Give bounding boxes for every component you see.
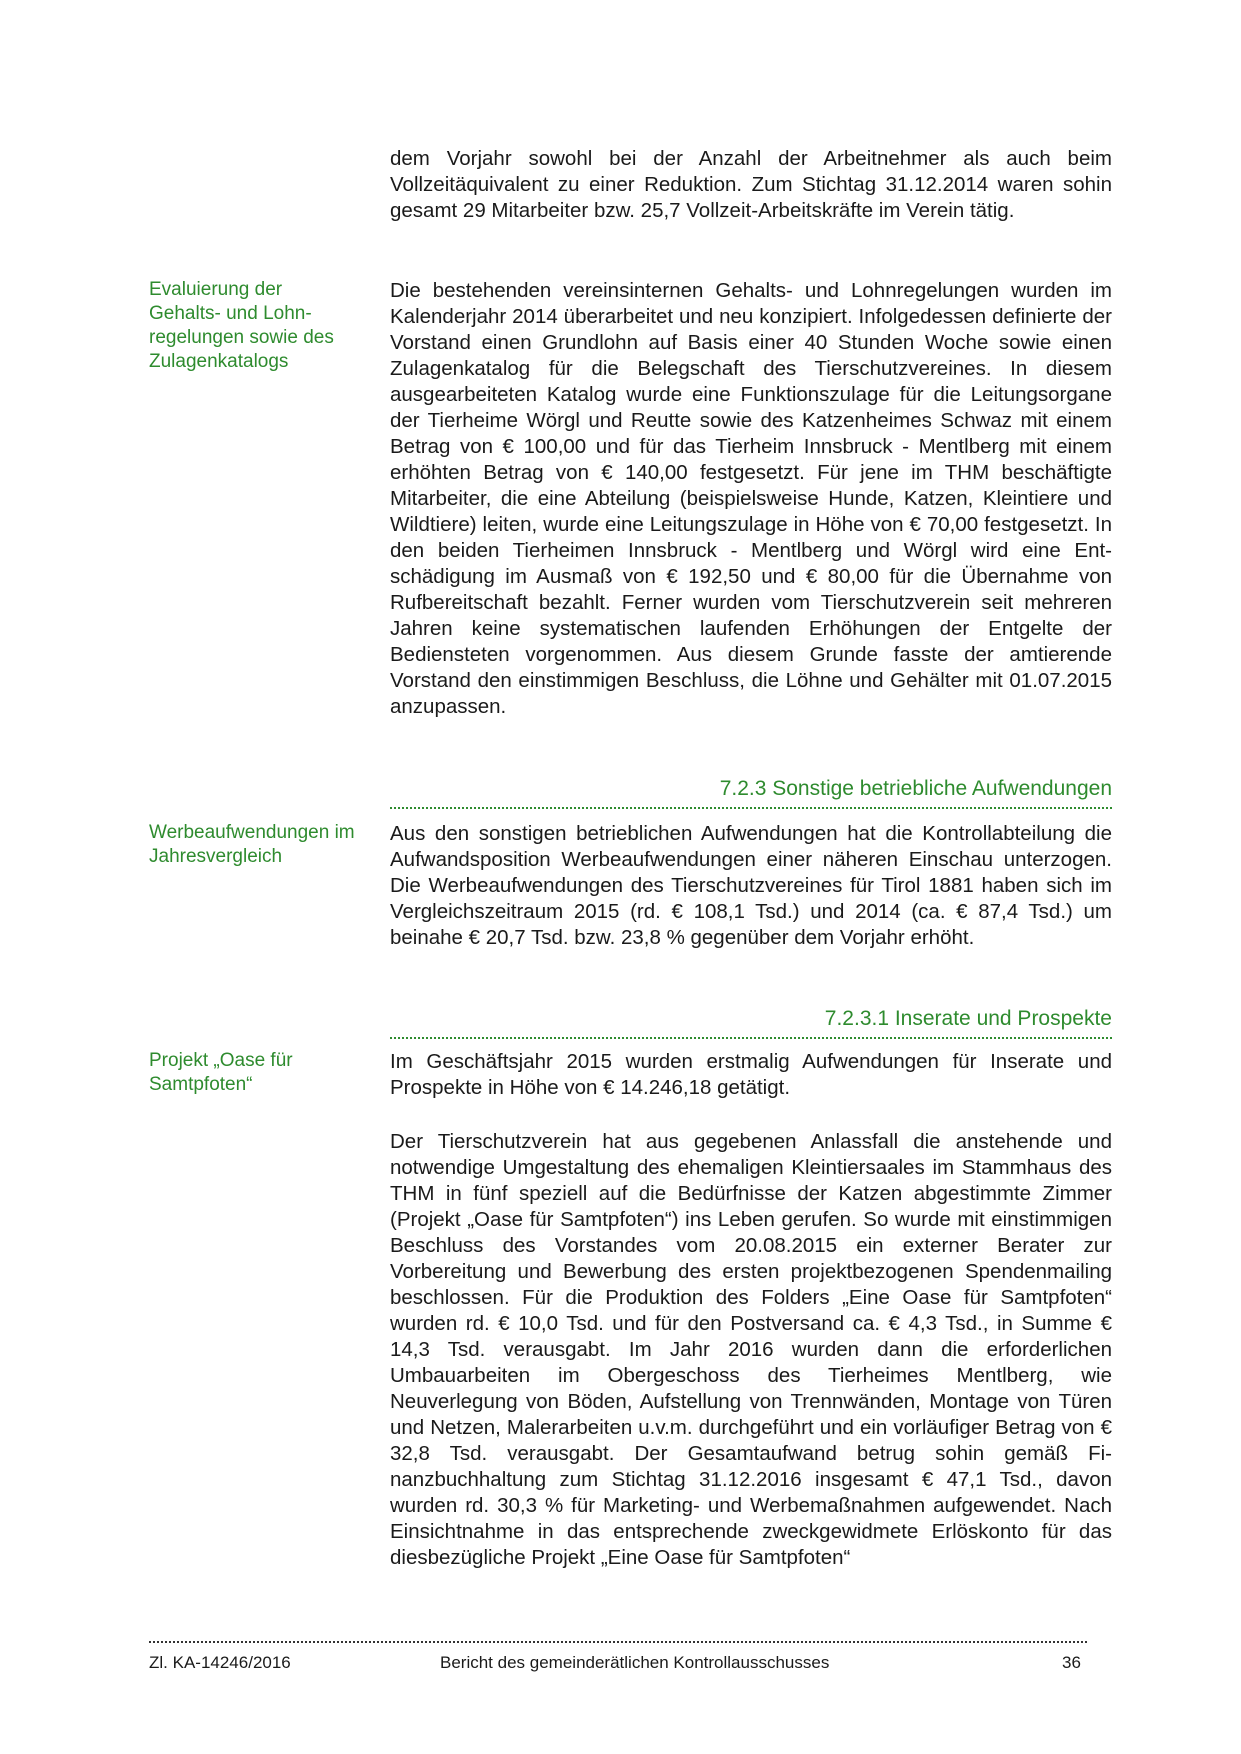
section-heading-7-2-3-1: 7.2.3.1 Inserate und Prospekte [390,1006,1112,1039]
paragraph-inserate: Im Geschäftsjahr 2015 wurden erstmalig Aufwendungen für Inserate und Prospekte in Höhe von € 14.246,18 getätigt. [390,1050,1112,1099]
footer-reference: Zl. KA-14246/2016 [149,1653,291,1672]
paragraph-oase-fuer-samtpfoten: Der Tierschutzverein hat aus gegebenen Anlassfall die anstehende und notwendige Umgestaltung des ehemaligen Kleintiersaales im Stammhaus des THM in fünf speziell auf die Bedürfnisse der Katzen abgestimmte Zimmer (Projekt „Oase für Samtpfoten“) ins Leben gerufen. So wurde mit einstimmigen Beschluss des Vorstandes vom 20.08.2015 ein externer Berater zur Vorbereitung und Bewerbung des ersten projektbezogenen Spendenmailing beschlossen. Für die Produktion des Folders „Eine Oase für Samtpfoten“ wurden rd. € 10,0 Tsd. und für den Postversand ca. € 4,3 Tsd., in Summe € 14,3 Tsd. verausgabt. Im Jahr 2016 wurden dann die erforderlichen Umbauarbeiten im Obergeschoss des Tierheimes Mentlberg, wie Neuverlegung von Böden, Aufstellung von Trennwänden, Montage von Türen und Netzen, Malerarbeiten u.v.m. durchgeführt und ein vorläufiger Betrag von € 32,8 Tsd. verausgabt. Der Gesamtaufwand betrug sohin gemäß Finanzbuchhaltung zum Stichtag 31.12.2016 insgesamt € 47,1 Tsd., davon wurden rd. 30,3 % für Marketing- und Werbemaßnahmen aufgewendet. Nach Einsichtnahme in das entsprechende zweckgewidmete Erlöskonto für das diesbezügliche Projekt „Eine Oase für Samtpfoten“ [390,1130,1112,1569]
margin-note-projekt-oase: Projekt „Oase für Samtpfoten“ [149,1050,293,1095]
paragraph-intro: dem Vorjahr sowohl bei der Anzahl der Arbeitnehmer als auch beim Vollzeitäquivalent zu einer Reduktion. Zum Stichtag 31.12.2014 waren sohin gesamt 29 Mitarbeiter bzw. 25,7 Vollzeit-Arbeitskräfte im Verein tätig. [390,147,1112,222]
footer-report-title: Bericht des gemeinderätlichen Kontrollausschusses [440,1653,830,1672]
margin-note-werbeaufwendungen: Werbeaufwendungen im Jahresvergleich [149,822,355,867]
footer-divider [149,1641,1087,1643]
paragraph-werbeaufwendungen: Aus den sonstigen betrieblichen Aufwendungen hat die Kontrollabteilung die Aufwandsposition Werbeaufwendungen einer näheren Einschau unterzogen. Die Werbeaufwendungen des Tierschutzvereines für Tirol 1881 haben sich im Vergleichszeitraum 2015 (rd. € 108,1 Tsd.) und 2014 (ca. € 87,4 Tsd.) um beinahe € 20,7 Tsd. bzw. 23,8 % gegenüber dem Vorjahr erhöht. [390,822,1112,949]
paragraph-gehaltsregelungen: Die bestehenden vereinsinternen Gehalts- und Lohnregelungen wurden im Kalenderjahr 2014 überarbeitet und neu konzipiert. Infolgedessen definierte der Vorstand einen Grundlohn auf Basis einer 40 Stunden Woche sowie einen Zulagenkatalog für die Belegschaft des Tierschutzvereines. In diesem ausgearbeiteten Katalog wurde eine Funktionszulage für die Leitungsorgane der Tierheime Wörgl und Reutte sowie des Katzenheimes Schwaz mit einem Betrag von € 100,00 und für das Tierheim Innsbruck - Mentlberg mit einem erhöhten Betrag von € 140,00 festgesetzt. Für jene im THM beschäftigte Mitarbeiter, die eine Abteilung (beispielsweise Hunde, Katzen, Kleintiere und Wildtiere) leiten, wurde eine Leitungszulage in Höhe von € 70,00 festgesetzt. In den beiden Tierheimen Innsbruck - Mentlberg und Wörgl wird eine Entschädigung im Ausmaß von € 192,50 und € 80,00 für die Übernahme von Rufbereitschaft bezahlt. Ferner wurden vom Tierschutzverein seit mehreren Jahren keine systematischen laufenden Erhöhungen der Entgelte der Bediensteten vorgenommen. Aus diesem Grunde fasste der amtierende Vorstand den einstimmigen Beschluss, die Löhne und Gehälter mit 01.07.2015 anzupassen. [390,279,1112,718]
section-heading-7-2-3: 7.2.3 Sonstige betriebliche Aufwendungen [390,776,1112,809]
margin-note-evaluierung: Evaluierung der Gehalts- und Lohnregelungen sowie des Zulagenkatalogs [149,279,334,372]
footer-page-number: 36 [1062,1653,1081,1672]
